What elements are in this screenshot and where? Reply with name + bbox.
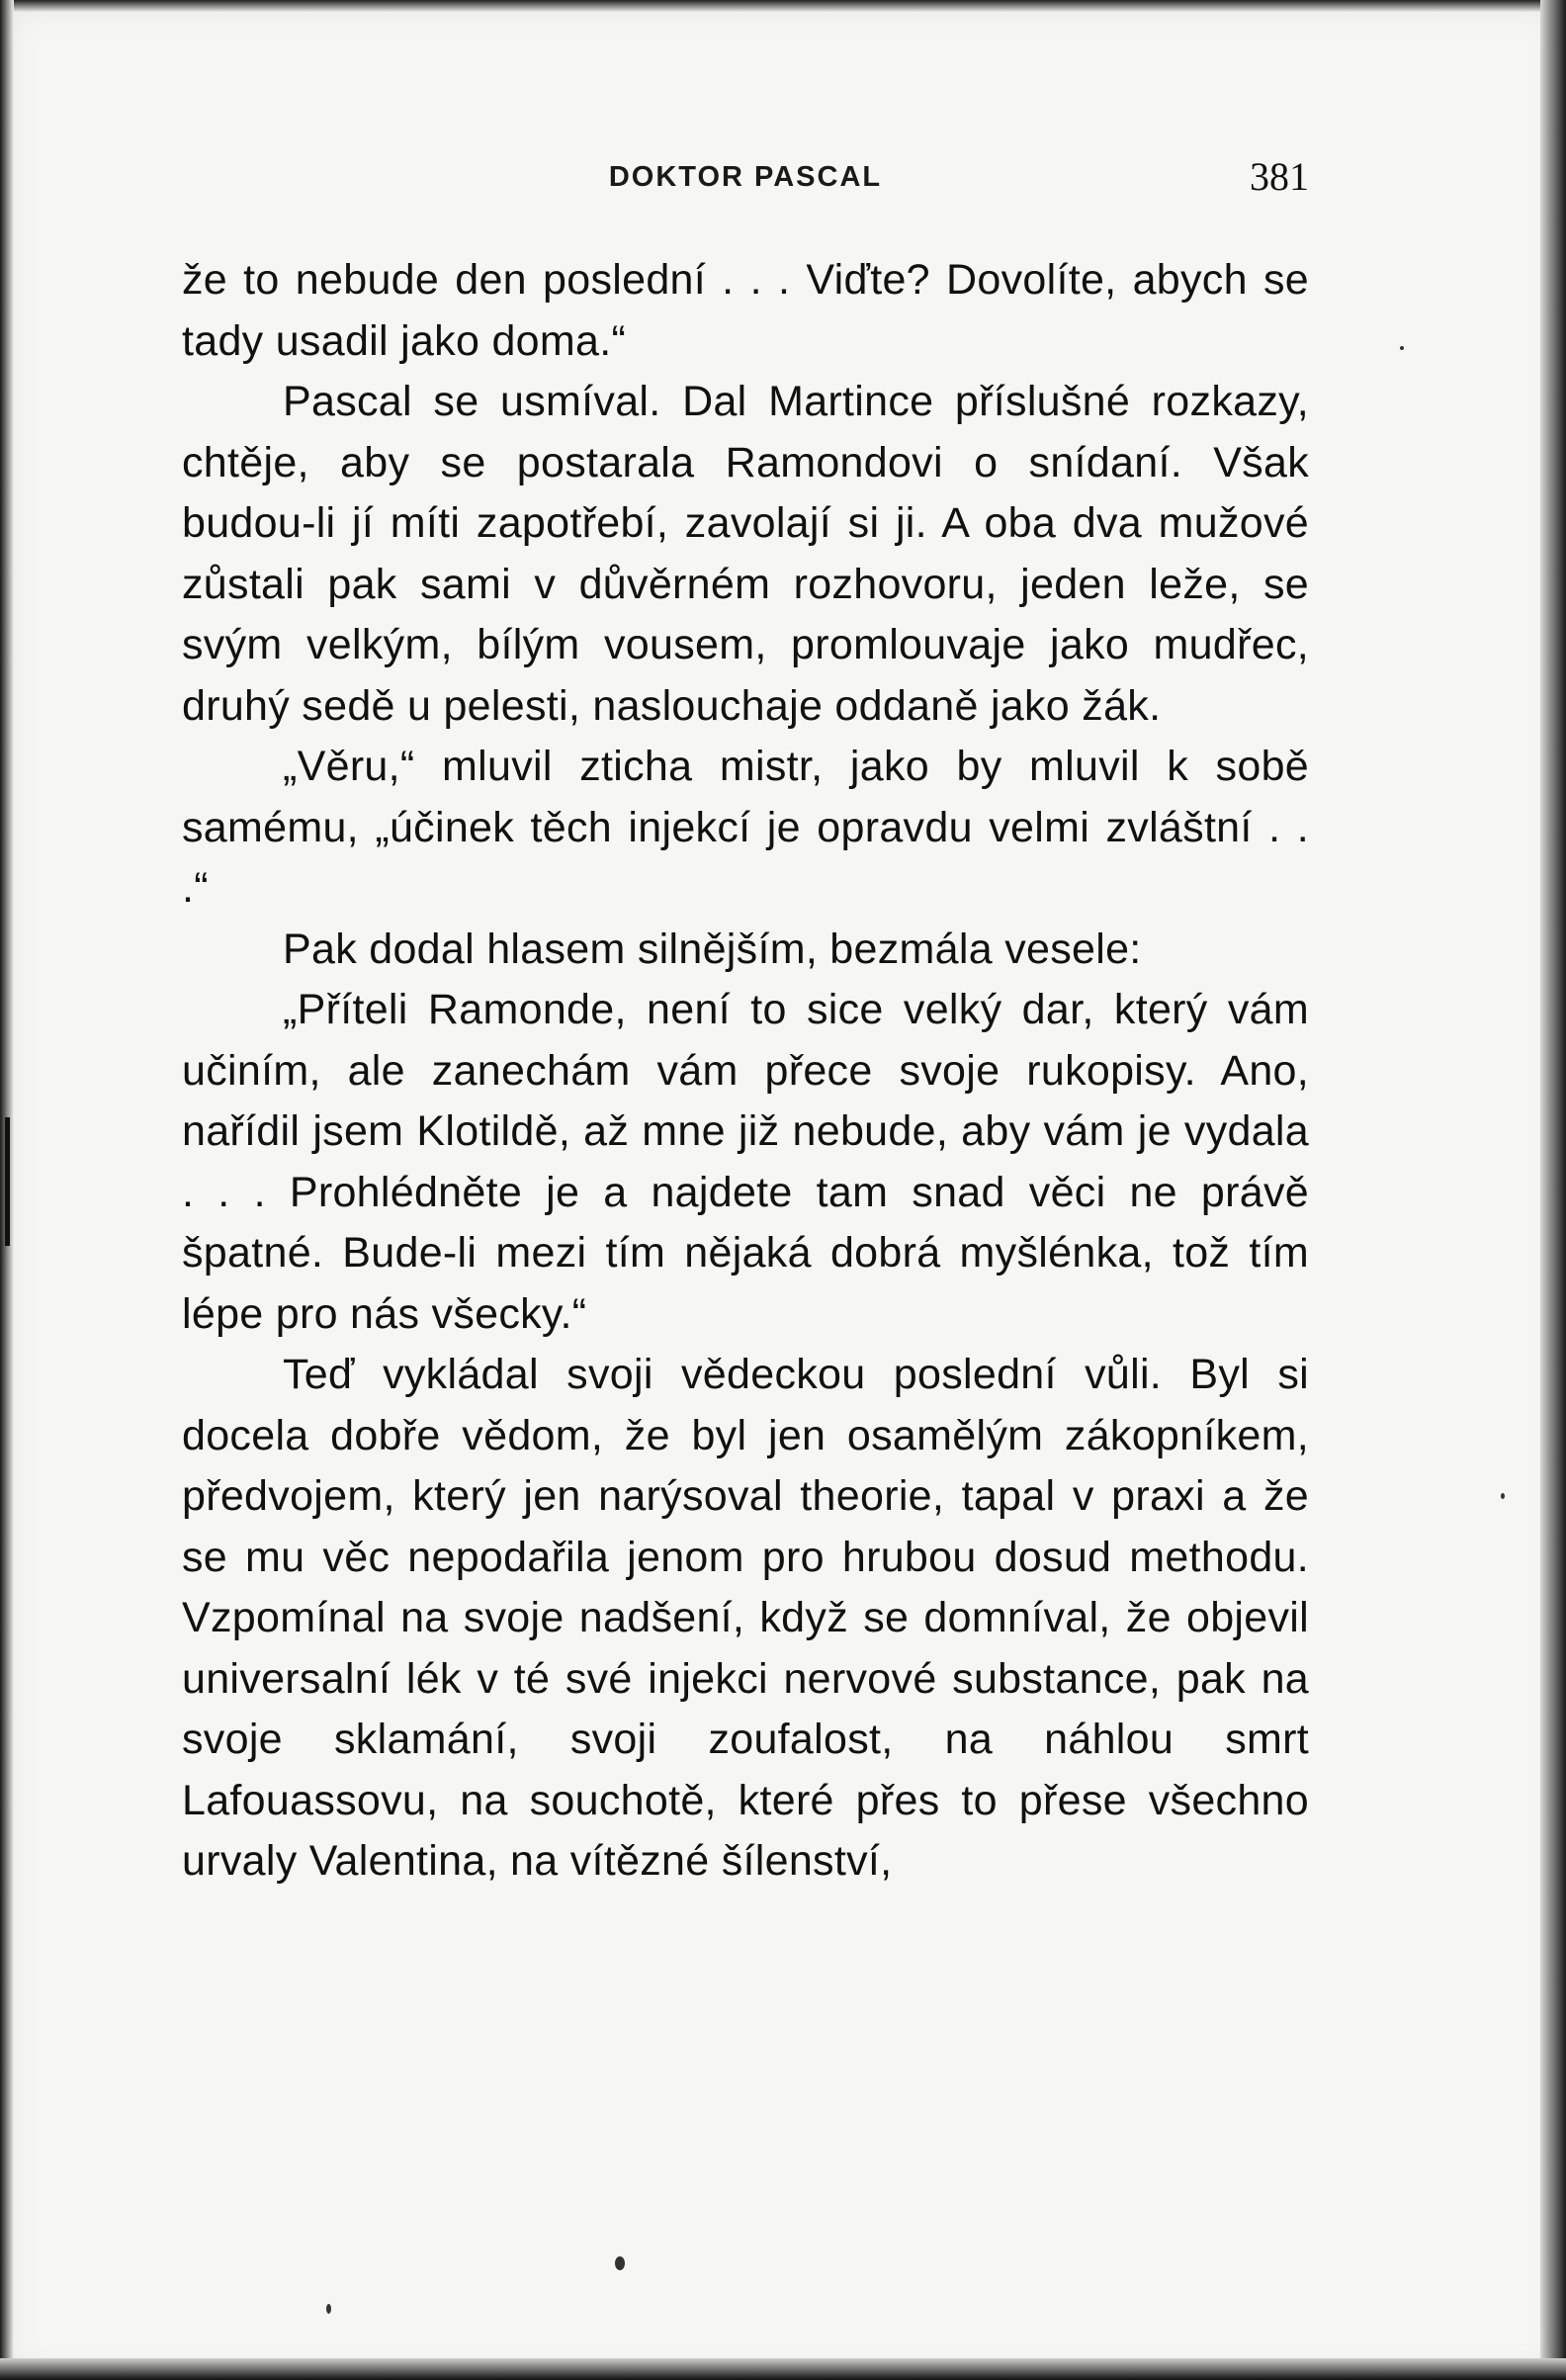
paragraph: Pascal se usmíval. Dal Martince příslušné rozkazy, chtěje, aby se postarala Ramondovi o snídaní. Však budou-li jí míti zapotřebí, zavolají si ji. A oba dva mužové zůstali pak sami v důvěrném rozhovoru, jeden leže, se svým velkým, bílým vousem, promlouvaje jako mudřec, druhý sedě u pelesti, naslouchaje oddaně jako žák. [182, 378, 1309, 730]
spine-mark [5, 1117, 10, 1246]
paragraph: že to nebude den poslední . . . Viďte? Dovolíte, abych se tady usadil jako doma.“ [182, 256, 1309, 365]
print-speck [1400, 346, 1404, 350]
paragraph: Teď vykládal svoji vědeckou poslední vůli. Byl si docela dobře vědom, že byl jen osamělým zákopníkem, předvojem, který jen narýsoval theorie, tapal v praxi a že se mu věc nepodařila jenom pro hrubou dosud methodu. Vzpomínal na svoje nadšení, když se domníval, že objevil universalní lék v té své injekci nervové substance, pak na svoje sklamání, svoji zoufalost, na náhlou smrt Lafouassovu, na souchotě, které přes to přese všechno urvaly Valentina, na vítězné šílenství, [182, 1351, 1309, 1885]
print-speck [326, 2304, 331, 2314]
page-header [182, 153, 1309, 203]
paragraph: „Věru,“ mluvil zticha mistr, jako by mluvil k sobě samému, „účinek těch injekcí je opravdu velmi zvláštní . . .“ [182, 743, 1309, 912]
body-text [182, 250, 1309, 1893]
page-edge-bottom [0, 2358, 1566, 2380]
paragraph: „Příteli Ramonde, není to sice velký dar, který vám učiním, ale zanechám vám přece svoje rukopisy. Ano, nařídil jsem Klotildě, až mne již nebude, aby vám je vydala . . . Prohlédněte je a najdete tam snad věci ne právě špatné. Bude-li mezi tím nějaká dobrá myšlénka, tož tím lépe pro nás všecky.“ [182, 986, 1309, 1338]
running-title: DOKTOR PASCAL [608, 161, 883, 193]
print-speck [1501, 1493, 1505, 1499]
page-edge-right [1540, 0, 1566, 2380]
page-number: 381 [1250, 154, 1309, 199]
page-edge-top [0, 0, 1566, 12]
print-speck [615, 2256, 625, 2270]
paragraph: Pak dodal hlasem silnějším, bezmála vesele: [283, 925, 1142, 973]
